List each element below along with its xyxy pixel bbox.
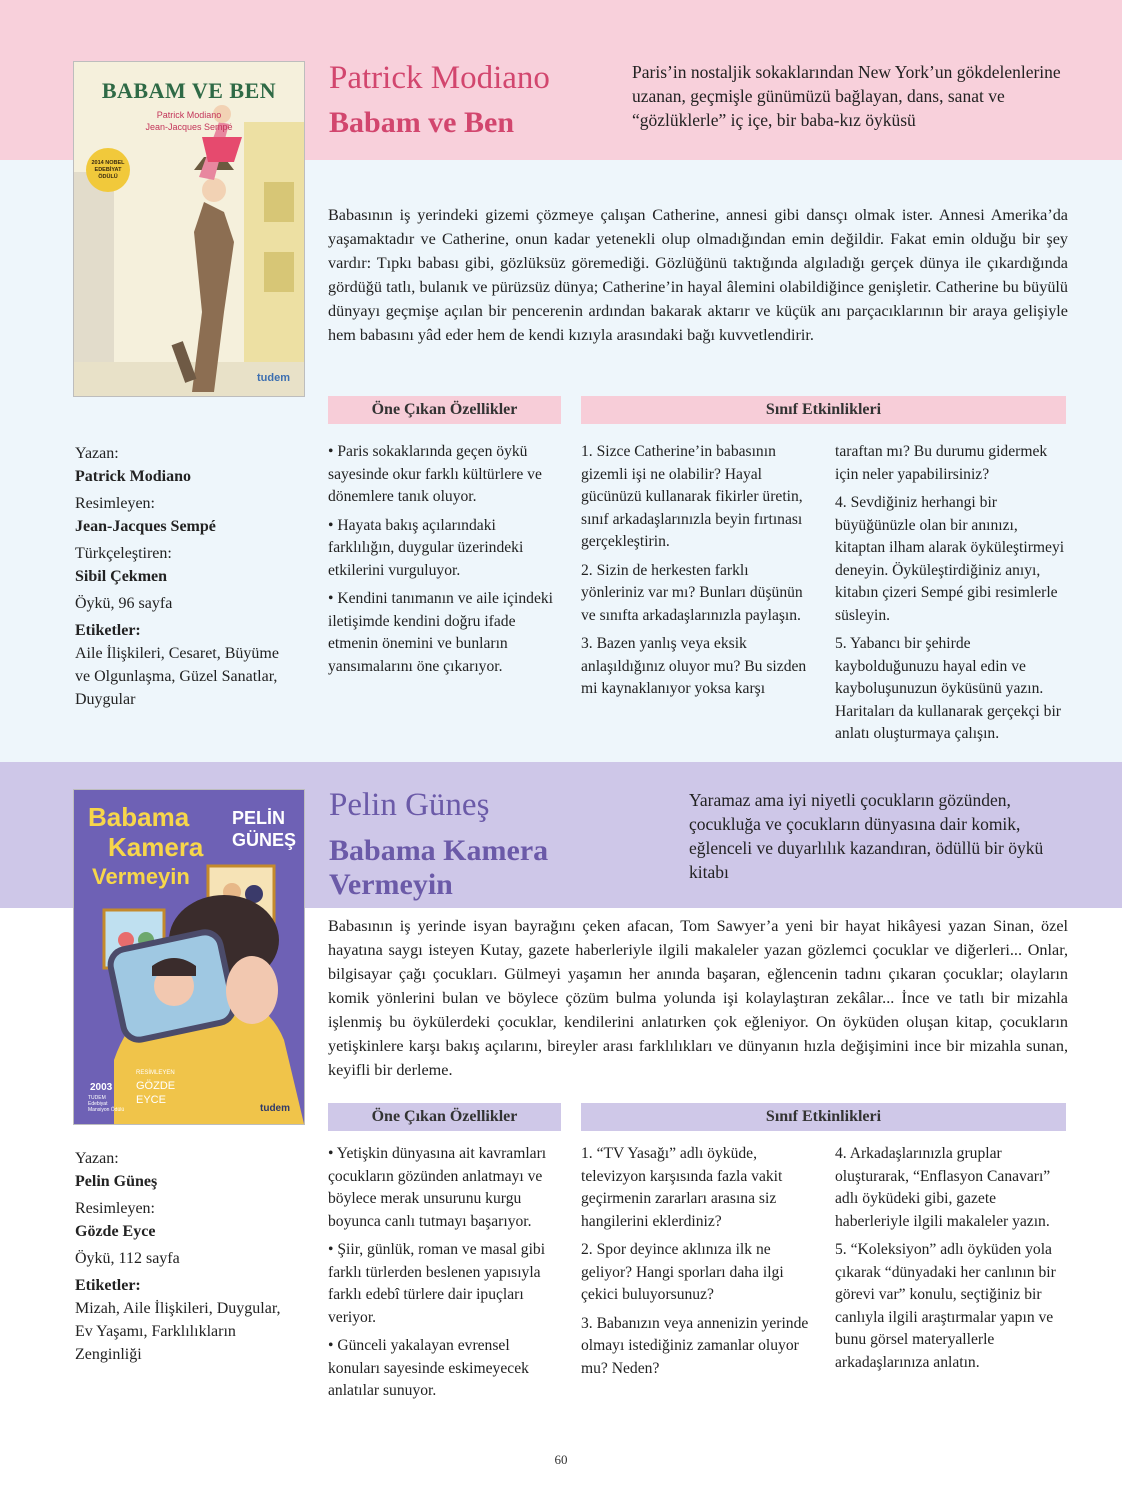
book2-cover-title-2: Kamera bbox=[108, 832, 204, 862]
book2-activity-item: 2. Spor deyince aklınıza ilk ne geliyor? Hangi sporları daha ilgi çekici buluyorsunuz? bbox=[581, 1241, 784, 1303]
book2-meta bbox=[75, 1147, 295, 1366]
book2-activity-item: 5. “Koleksiyon” adlı öyküden yola çıkarak “dünyadaki her canlının bir görevi var” konulu, seçtiğiniz bir canlıyla ilgili araştırmalar yapın ve bunu görsel materyallerle arkadaşlarınıza anlatın. bbox=[835, 1241, 1056, 1371]
book1-meta-tags-label: Etiketler: bbox=[75, 622, 141, 639]
book2-title-line1: Babama Kamera bbox=[329, 834, 549, 867]
book2-cover-publisher: tudem bbox=[260, 1103, 290, 1114]
book2-cover-illustrator-1: GÖZDE bbox=[136, 1080, 176, 1092]
book1-cover-award-badge bbox=[86, 148, 130, 192]
book1-cover-award-text: 2014 NOBEL EDEBİYAT ÖDÜLÜ bbox=[91, 159, 125, 180]
book1-meta-author-label: Yazan: bbox=[75, 445, 119, 462]
book2-cover-author-2: GÜNEŞ bbox=[232, 830, 297, 850]
book2-meta-tags-label: Etiketler: bbox=[75, 1277, 141, 1294]
book1-feature-item: • Paris sokaklarında geçen öykü sayesinde okur farklı kültürlere ve dönemlere tanık oluyor. bbox=[328, 443, 542, 505]
book1-activity-item: 4. Sevdiğiniz herhangi bir büyüğünüzle olan bir anınızı, kitaptan ilham alarak öyküleştirmeyi deneyin. Öyküleştirdiğiniz anıyı, kitabın çizeri Sempé gibi resimlerle süsleyin. bbox=[835, 494, 1065, 624]
book2-cover-author-1: PELİN bbox=[232, 808, 286, 828]
book2-feature-item: • Şiir, günlük, roman ve masal gibi farklı türlerden beslenen yapısıyla farklı edebî türlere dair ipuçları veriyor. bbox=[328, 1241, 546, 1326]
book1-tagline: Paris’in nostaljik sokaklarından New York’un gökdelenlerine uzanan, geçmişle günümüzü bağlayan, dans, sanat ve “gözlüklerle” iç içe, bir baba-kız öyküsü bbox=[632, 62, 1061, 130]
book2-cover-award-name: TUDEM Edebiyat Mansiyon Ödülü bbox=[88, 1095, 125, 1113]
book2-description: Babasının iş yerinde isyan bayrağını çeken afacan, Tom Sawyer’a yeni bir hayat hikâyesi yazan Sinan, özel hayatına saygı isteyen Kutay, gazete haberleriyle ilgili makaleler yazan gözlemci çocuklar ve diğerleri... Onlar, bilgisayar çağı çocukları. Gülmeyi yaşamın her anında başaran, eğlencenin tadını çıkaran çocuklar; olayların komik yönlerini bulan ve böylece çözüm bulma yolunda işi kolaylaştıran zekâlar... İnce ve tatlı bir mizahla işlenmiş bu öykülerdeki çocuklar, kendilerini anlatırken çok eğleniyor. On öyküden oluşan kitap, çocukların yetişkinlere karşı bakış açılarını, bireyler arası farklılıkları ve dünyanın hızla değişimini ince bir mizahla sunan, keyifli bir derleme. bbox=[328, 917, 1068, 1079]
book1-meta bbox=[75, 442, 295, 711]
book2-meta-author-label: Yazan: bbox=[75, 1150, 119, 1167]
book1-activity-item: 5. Yabancı bir şehirde kaybolduğunuzu hayal edin ve kayboluşunuzun öyküsünü yazın. Haritaları da kullanarak gerçekçi bir anlatı oluşturmaya çalışın. bbox=[835, 635, 1061, 742]
book2-meta-illustrator-value: Gözde Eyce bbox=[75, 1223, 156, 1240]
book1-meta-translator-label: Türkçeleştiren: bbox=[75, 545, 172, 562]
book1-cover-publisher: tudem bbox=[257, 372, 290, 384]
book1-meta-illustrator-value: Jean-Jacques Sempé bbox=[75, 518, 216, 535]
book2-meta-format: Öykü, 112 sayfa bbox=[75, 1250, 180, 1267]
book1-activities-col2 bbox=[835, 441, 1065, 752]
book2-title-line2: Vermeyin bbox=[329, 868, 453, 901]
book2-feature-item: • Günceli yakalayan evrensel konuları sayesinde eskimeyecek anlatılar sunuyor. bbox=[328, 1337, 529, 1399]
book1-description: Babasının iş yerindeki gizemi çözmeye çalışan Catherine, annesi gibi dansçı olmak ister. Annesi Amerika’da yaşamaktadır ve Catherine, onun kadar yetenekli olup olmadığından emin değildir. Fakat emin olduğu bir şey vardır: Tıpkı babası gibi, gözlüksüz göremediği. Gözlüğünü taktığında algıladığı gerçek dünya ile çıkardığında gördüğü tatlı, bulanık ve pürüzsüz dünya; Catherine’in hayal âlemini olabildiğince genişletir. Catherine bu büyülü dünyayı geçmişe açılan bir pencerenin ardından bakarak aktarır ve küçük anı parçacıklarının bir araya gelişiyle hem babasını yâd eder hem de kendi kızıyla arasındaki bağı kuvvetlendirir. bbox=[328, 206, 1068, 344]
book2-activities-col2 bbox=[835, 1143, 1065, 1380]
book1-meta-author-value: Patrick Modiano bbox=[75, 468, 191, 485]
book1-activity-item: taraftan mı? Bu durumu gidermek için neler yapabilirsiniz? bbox=[835, 443, 1048, 483]
book2-cover-image bbox=[74, 790, 304, 1124]
book2-features-header: Öne Çıkan Özellikler bbox=[328, 1103, 561, 1131]
book2-cover-title-3: Vermeyin bbox=[92, 864, 190, 889]
book2-cover-illustrator-2: EYCE bbox=[136, 1094, 166, 1106]
book1-feature-item: • Hayata bakış açılarındaki farklılığın, duygular üzerindeki etkilerini vurguluyor. bbox=[328, 516, 524, 579]
book1-meta-illustrator-label: Resimleyen: bbox=[75, 495, 155, 512]
book2-meta-illustrator-label: Resimleyen: bbox=[75, 1200, 155, 1217]
book2-activity-item: 4. Arkadaşlarınızla gruplar oluşturarak, “Enflasyon Canavarı” adlı öyküdeki gibi, gazete haberleriyle ilgili makaleler yazın. bbox=[835, 1145, 1051, 1230]
book1-author: Patrick Modiano bbox=[329, 60, 550, 96]
book2-features-list bbox=[328, 1143, 554, 1409]
book1-features-list bbox=[328, 441, 554, 684]
book1-activity-item: 1. Sizce Catherine’in babasının gizemli işi ne olabilir? Hayal gücünüzü kullanarak fikirler üretin, sınıf arkadaşlarınızla beyin fırtınası gerçekleştirin. bbox=[581, 443, 803, 550]
book2-activity-item: 3. Babanızın veya annenizin yerinde olmayı istediğiniz zamanlar oluyor mu? Neden? bbox=[581, 1314, 809, 1377]
book1-meta-format: Öykü, 96 sayfa bbox=[75, 595, 173, 612]
book1-cover-author: Patrick Modiano bbox=[156, 110, 222, 120]
book2-tagline: Yaramaz ama iyi niyetli çocukların gözünden, çocukluğa ve çocukların dünyasına dair komik, eğlenceli ve duyarlılık kazandıran, ödüllü bir öykü kitabı bbox=[689, 790, 1044, 882]
page-number: 60 bbox=[554, 1452, 568, 1467]
book1-activities-header: Sınıf Etkinlikleri bbox=[581, 396, 1066, 424]
book1-activity-item: 3. Bazen yanlış veya eksik anlaşıldığınız oluyor mu? Bu sizden mi kaynaklanıyor yoksa karşı bbox=[581, 635, 807, 697]
book2-meta-author-value: Pelin Güneş bbox=[75, 1173, 158, 1190]
book1-meta-tags: Aile İlişkileri, Cesaret, Büyüme ve Olgunlaşma, Güzel Sanatlar, Duygular bbox=[75, 645, 279, 708]
book1-cover-title: BABAM VE BEN bbox=[101, 78, 277, 103]
book1-cover-illustrator: Jean-Jacques Sempé bbox=[145, 122, 233, 132]
book1-activities-col1 bbox=[581, 441, 811, 707]
book2-activities-col1 bbox=[581, 1143, 811, 1386]
book1-cover-image bbox=[74, 62, 304, 396]
book1-features-header: Öne Çıkan Özellikler bbox=[328, 396, 561, 424]
book2-feature-item: • Yetişkin dünyasına ait kavramları çocukların gözünden anlatmayı ve böylece merak unsurunu kurgu boyunca canlı tutmayı başarıyor. bbox=[328, 1145, 547, 1230]
book2-activity-item: 1. “TV Yasağı” adlı öyküde, televizyon karşısında fazla vakit geçirmenin zararları arasına siz hangilerini eklerdiniz? bbox=[581, 1145, 783, 1230]
book1-feature-item: • Kendini tanımanın ve aile içindeki iletişimde kendini doğru ifade etmenin önemini ve bunların yansımalarını öne çıkarıyor. bbox=[328, 590, 554, 675]
book2-cover-award-year: 2003 bbox=[90, 1082, 113, 1093]
book2-author: Pelin Güneş bbox=[329, 787, 490, 823]
book2-activities-header: Sınıf Etkinlikleri bbox=[581, 1103, 1066, 1131]
book1-meta-translator-value: Sibil Çekmen bbox=[75, 568, 168, 585]
book1-title: Babam ve Ben bbox=[329, 106, 515, 139]
book2-cover-title-1: Babama bbox=[88, 802, 190, 832]
book1-activity-item: 2. Sizin de herkesten farklı yönleriniz var mı? Bunları düşünün ve sınıfta arkadaşlarınızla paylaşın. bbox=[581, 561, 803, 624]
book2-meta-tags: Mizah, Aile İlişkileri, Duygular, Ev Yaşamı, Farklılıkların Zenginliği bbox=[75, 1300, 281, 1363]
book2-cover-illustrator-label: RESİMLEYEN bbox=[136, 1070, 175, 1076]
